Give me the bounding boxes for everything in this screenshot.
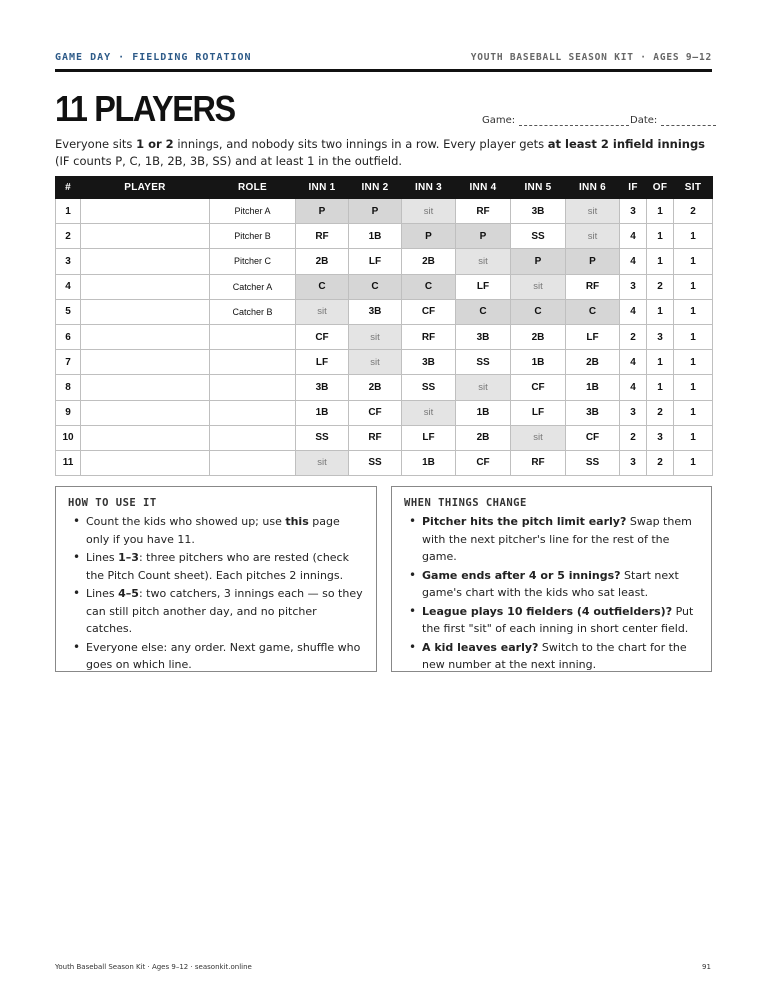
- inning-cell: SS: [511, 224, 566, 249]
- inning-cell: 3B: [456, 324, 511, 349]
- infield-count: 4: [620, 375, 647, 400]
- role-cell: [210, 400, 296, 425]
- page-header: [55, 50, 712, 72]
- table-row: [56, 224, 713, 249]
- row-number: 10: [56, 425, 81, 450]
- column-header: IF: [620, 177, 647, 199]
- role-cell: Pitcher C: [210, 249, 296, 274]
- table-row: [56, 249, 713, 274]
- column-header: INN 4: [456, 177, 511, 199]
- role-cell: [210, 324, 296, 349]
- footer-text: Youth Baseball Season Kit · Ages 9–12 · seasonkit.online: [55, 963, 252, 971]
- inning-cell: SS: [566, 450, 620, 475]
- inning-cell: LF: [456, 274, 511, 299]
- row-number: 2: [56, 224, 81, 249]
- player-name-cell: [81, 425, 210, 450]
- list-item: • Game ends after 4 or 5 innings? Start next game's chart with the kids who sat least.: [404, 567, 699, 602]
- inning-cell: SS: [456, 350, 511, 375]
- inning-cell: sit: [511, 274, 566, 299]
- inning-cell: 1B: [511, 350, 566, 375]
- role-cell: Pitcher A: [210, 199, 296, 224]
- table-row: [56, 400, 713, 425]
- inning-cell: RF: [456, 199, 511, 224]
- outfield-count: 3: [647, 425, 674, 450]
- date-blank-line: [661, 116, 716, 126]
- role-cell: [210, 425, 296, 450]
- inning-cell: 3B: [349, 299, 402, 324]
- inning-cell: LF: [349, 249, 402, 274]
- inning-cell: sit: [566, 224, 620, 249]
- inning-cell: LF: [296, 350, 349, 375]
- section-label: GAME DAY · FIELDING ROTATION: [55, 52, 252, 63]
- player-name-cell: [81, 199, 210, 224]
- inning-cell: RF: [566, 274, 620, 299]
- inning-cell: sit: [296, 299, 349, 324]
- player-name-cell: [81, 350, 210, 375]
- inning-cell: 2B: [402, 249, 456, 274]
- infield-count: 3: [620, 199, 647, 224]
- infield-count: 4: [620, 299, 647, 324]
- list-item: • Count the kids who showed up; use this page only if you have 11.: [68, 513, 364, 548]
- inning-cell: CF: [456, 450, 511, 475]
- inning-cell: 2B: [511, 324, 566, 349]
- outfield-count: 2: [647, 400, 674, 425]
- inning-cell: 3B: [296, 375, 349, 400]
- row-number: 7: [56, 350, 81, 375]
- inning-cell: 3B: [566, 400, 620, 425]
- inning-cell: SS: [296, 425, 349, 450]
- inning-cell: CF: [349, 400, 402, 425]
- inning-cell: P: [349, 199, 402, 224]
- inning-cell: C: [349, 274, 402, 299]
- inning-cell: sit: [456, 375, 511, 400]
- inning-cell: RF: [296, 224, 349, 249]
- date-label: Date:: [630, 115, 658, 126]
- column-header: INN 6: [566, 177, 620, 199]
- outfield-count: 1: [647, 375, 674, 400]
- outfield-count: 1: [647, 249, 674, 274]
- role-cell: [210, 450, 296, 475]
- inning-cell: RF: [349, 425, 402, 450]
- inning-cell: 1B: [566, 375, 620, 400]
- outfield-count: 3: [647, 324, 674, 349]
- inning-cell: P: [511, 249, 566, 274]
- sit-count: 1: [674, 324, 713, 349]
- sit-count: 1: [674, 425, 713, 450]
- table-row: [56, 274, 713, 299]
- infield-count: 3: [620, 450, 647, 475]
- intro-text: Everyone sits 1 or 2 innings, and nobody sits two innings in a row. Every player gets at least 2 infield innings (IF counts P, C, 1B, 2B, 3B, SS) and at least 1 in the outfield.: [55, 137, 706, 168]
- inning-cell: 3B: [402, 350, 456, 375]
- inning-cell: 1B: [349, 224, 402, 249]
- inning-cell: sit: [296, 450, 349, 475]
- role-cell: Catcher A: [210, 274, 296, 299]
- column-header: ROLE: [210, 177, 296, 199]
- infield-count: 2: [620, 324, 647, 349]
- inning-cell: sit: [349, 324, 402, 349]
- sit-count: 1: [674, 299, 713, 324]
- inning-cell: C: [511, 299, 566, 324]
- page-number: 91: [702, 963, 711, 971]
- inning-cell: C: [566, 299, 620, 324]
- player-name-cell: [81, 274, 210, 299]
- list-item: • Pitcher hits the pitch limit early? Swap them with the next pitcher's line for the rest of the game.: [404, 513, 699, 566]
- list-item: • Everyone else: any order. Next game, shuffle who goes on which line.: [68, 639, 364, 674]
- inning-cell: sit: [349, 350, 402, 375]
- infield-count: 3: [620, 400, 647, 425]
- how-to-use-box: [55, 486, 377, 672]
- inning-cell: LF: [402, 425, 456, 450]
- sit-count: 1: [674, 274, 713, 299]
- inning-cell: sit: [566, 199, 620, 224]
- date-field: [630, 115, 716, 126]
- inning-cell: RF: [511, 450, 566, 475]
- inning-cell: LF: [566, 324, 620, 349]
- list-item: • A kid leaves early? Switch to the chart for the new number at the next inning.: [404, 639, 699, 674]
- table-row: [56, 199, 713, 224]
- inning-cell: C: [456, 299, 511, 324]
- sit-count: 1: [674, 450, 713, 475]
- column-header: OF: [647, 177, 674, 199]
- column-header: #: [56, 177, 81, 199]
- inning-cell: 2B: [566, 350, 620, 375]
- table-row: [56, 450, 713, 475]
- row-number: 1: [56, 199, 81, 224]
- inning-cell: CF: [566, 425, 620, 450]
- player-name-cell: [81, 224, 210, 249]
- when-things-change-list: [404, 513, 699, 674]
- game-label: Game:: [482, 115, 516, 126]
- inning-cell: C: [402, 274, 456, 299]
- player-name-cell: [81, 324, 210, 349]
- inning-cell: 1B: [402, 450, 456, 475]
- infield-count: 2: [620, 425, 647, 450]
- inning-cell: P: [402, 224, 456, 249]
- row-number: 11: [56, 450, 81, 475]
- inning-cell: sit: [402, 400, 456, 425]
- sit-count: 1: [674, 249, 713, 274]
- sit-count: 1: [674, 224, 713, 249]
- inning-cell: 1B: [456, 400, 511, 425]
- infield-count: 4: [620, 249, 647, 274]
- sit-count: 1: [674, 400, 713, 425]
- inning-cell: P: [296, 199, 349, 224]
- row-number: 4: [56, 274, 81, 299]
- outfield-count: 1: [647, 199, 674, 224]
- player-name-cell: [81, 375, 210, 400]
- inning-cell: sit: [402, 199, 456, 224]
- row-number: 5: [56, 299, 81, 324]
- player-name-cell: [81, 299, 210, 324]
- player-name-cell: [81, 400, 210, 425]
- role-cell: Pitcher B: [210, 224, 296, 249]
- table-row: [56, 324, 713, 349]
- list-item: • League plays 10 fielders (4 outfielders)? Put the first "sit" of each inning in short center field.: [404, 603, 699, 638]
- page-title: 11 PLAYERS: [55, 88, 235, 129]
- row-number: 3: [56, 249, 81, 274]
- list-item: • Lines 1–3: three pitchers who are rested (check the Pitch Count sheet). Each pitches 2 innings.: [68, 549, 364, 584]
- rotation-table: [55, 176, 713, 476]
- role-cell: [210, 350, 296, 375]
- inning-cell: P: [566, 249, 620, 274]
- how-to-use-list: [68, 513, 364, 674]
- outfield-count: 1: [647, 299, 674, 324]
- column-header: PLAYER: [81, 177, 210, 199]
- column-header: INN 2: [349, 177, 402, 199]
- row-number: 8: [56, 375, 81, 400]
- table-row: [56, 299, 713, 324]
- inning-cell: C: [296, 274, 349, 299]
- player-name-cell: [81, 450, 210, 475]
- table-row: [56, 425, 713, 450]
- inning-cell: SS: [402, 375, 456, 400]
- kit-label: YOUTH BASEBALL SEASON KIT · AGES 9–12: [470, 52, 712, 63]
- row-number: 6: [56, 324, 81, 349]
- inning-cell: 2B: [349, 375, 402, 400]
- column-header: INN 1: [296, 177, 349, 199]
- sit-count: 1: [674, 375, 713, 400]
- player-name-cell: [81, 249, 210, 274]
- outfield-count: 2: [647, 450, 674, 475]
- how-to-use-title: HOW TO USE IT: [68, 497, 157, 509]
- list-item: • Lines 4–5: two catchers, 3 innings each — so they can still pitch another day, and no pitcher catches.: [68, 585, 364, 638]
- infield-count: 3: [620, 274, 647, 299]
- column-header: SIT: [674, 177, 713, 199]
- inning-cell: 2B: [296, 249, 349, 274]
- inning-cell: SS: [349, 450, 402, 475]
- inning-cell: 1B: [296, 400, 349, 425]
- table-row: [56, 375, 713, 400]
- inning-cell: 2B: [456, 425, 511, 450]
- inning-cell: RF: [402, 324, 456, 349]
- inning-cell: CF: [296, 324, 349, 349]
- sit-count: 1: [674, 350, 713, 375]
- column-header: INN 3: [402, 177, 456, 199]
- sit-count: 2: [674, 199, 713, 224]
- when-things-change-box: [391, 486, 712, 672]
- outfield-count: 1: [647, 350, 674, 375]
- role-cell: Catcher B: [210, 299, 296, 324]
- inning-cell: P: [456, 224, 511, 249]
- column-header: INN 5: [511, 177, 566, 199]
- inning-cell: CF: [402, 299, 456, 324]
- game-blank-line: [519, 116, 629, 126]
- infield-count: 4: [620, 224, 647, 249]
- when-things-change-title: WHEN THINGS CHANGE: [404, 497, 527, 509]
- inning-cell: CF: [511, 375, 566, 400]
- row-number: 9: [56, 400, 81, 425]
- inning-cell: 3B: [511, 199, 566, 224]
- game-field: [482, 115, 629, 126]
- inning-cell: sit: [511, 425, 566, 450]
- infield-count: 4: [620, 350, 647, 375]
- outfield-count: 2: [647, 274, 674, 299]
- role-cell: [210, 375, 296, 400]
- table-row: [56, 350, 713, 375]
- outfield-count: 1: [647, 224, 674, 249]
- inning-cell: sit: [456, 249, 511, 274]
- table-header-row: [56, 177, 713, 199]
- inning-cell: LF: [511, 400, 566, 425]
